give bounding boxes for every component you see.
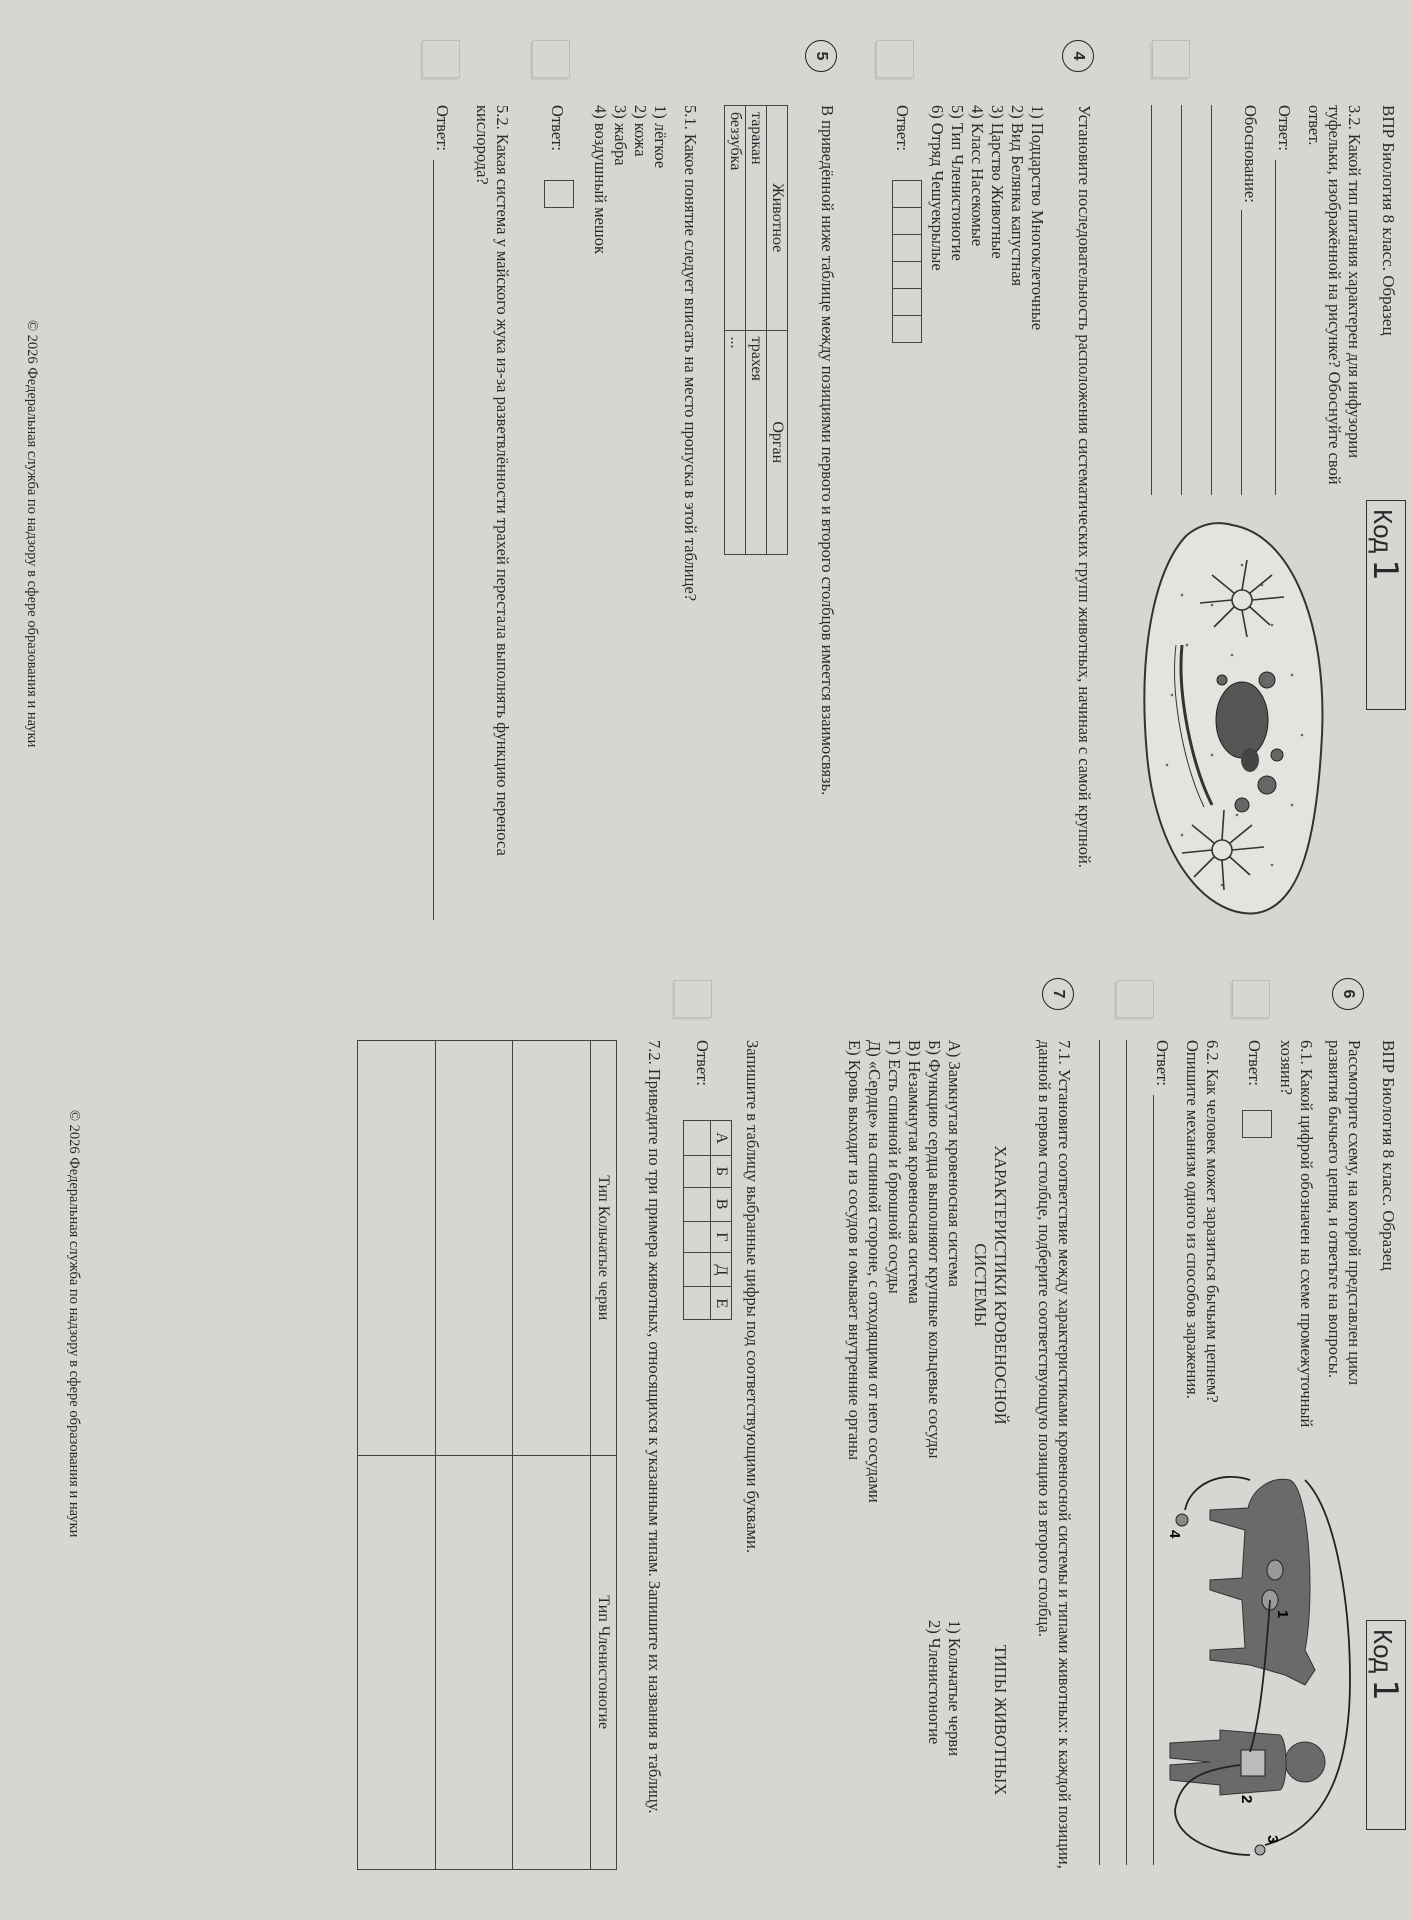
- answer-cell[interactable]: [684, 1253, 711, 1287]
- left-page-header: ВПР Биология 8 класс. Образец: [1379, 105, 1398, 336]
- list-item: 4) Класс Насекомые: [968, 105, 987, 247]
- list-item: А) Замкнутая кровеносная система: [945, 1040, 964, 1287]
- list-item: Г) Есть спинной и брюшной сосуды: [885, 1040, 904, 1294]
- answer-line[interactable]: [1241, 210, 1242, 495]
- answer-cell[interactable]: [684, 1287, 711, 1320]
- right-page: [0, 960, 1412, 1900]
- code-label: Код: [1368, 1629, 1398, 1674]
- task-5-2-answer-line[interactable]: [433, 160, 434, 920]
- diagram-label-3: 3: [1264, 1835, 1281, 1844]
- task-6-1-answer-label: Ответ:: [1245, 1040, 1264, 1086]
- list-item: 3) Царство Животные: [988, 105, 1007, 259]
- task-5-table: [724, 105, 788, 555]
- list-item: Д) «Сердце» на спинной стороне, с отходящими от него сосудами: [865, 1040, 884, 1503]
- letter-cell: В: [711, 1187, 732, 1221]
- answer-cell[interactable]: [358, 1455, 436, 1870]
- answer-line[interactable]: [1099, 1040, 1100, 1865]
- task-6-1-question: 6.1. Какой цифрой обозначен на схеме промежуточный хозяин?: [1277, 1040, 1316, 1428]
- table-row[interactable]: [435, 1041, 513, 1870]
- list-item: 4) воздушный мешок: [591, 105, 610, 254]
- answer-line[interactable]: [1126, 1040, 1127, 1865]
- score-box: [532, 40, 570, 78]
- task-7-1-question: 7.1. Установите соответствие между характеристиками кровеносной системы и типами животных: к каждой позиции, данной в первом столбце, подберите соответствующую позицию из второго столбца.: [1035, 1040, 1074, 1869]
- task-6-2-answer-label: Ответ:: [1153, 1040, 1172, 1086]
- table-header: Животное: [767, 106, 788, 331]
- task-7-types: [924, 1620, 964, 1860]
- score-box: [1116, 980, 1154, 1018]
- list-item: 2) кожа: [631, 105, 650, 157]
- task-3-2-answer-line[interactable]: [1275, 160, 1276, 495]
- right-footer: © 2026 Федеральная служба по надзору в сфере образования и науки: [66, 1110, 82, 1538]
- letter-cell: Е: [711, 1287, 732, 1320]
- task-5-1-options: [590, 105, 670, 254]
- right-page-header: ВПР Биология 8 класс. Образец: [1379, 1040, 1398, 1271]
- code-label: Код: [1368, 509, 1398, 554]
- answer-line[interactable]: [1181, 105, 1182, 495]
- task-4-number: 4: [1062, 40, 1094, 72]
- score-box: [876, 40, 914, 78]
- left-code-box[interactable]: [1366, 500, 1406, 710]
- letter-cell: А: [711, 1121, 732, 1156]
- list-item: Е) Кровь выходит из сосудов и омывает внутренние органы: [845, 1040, 864, 1461]
- list-item: 5) Тип Членистоногие: [948, 105, 967, 261]
- answer-cell[interactable]: [684, 1221, 711, 1253]
- table-cell: беззубка: [725, 106, 746, 331]
- task-3-2-question: 3.2. Какой тип питания характерен для инфузории туфельки, изображённой на рисунке? Обоснуйте свой ответ.: [1305, 105, 1364, 485]
- task-7-answer-table[interactable]: [683, 1120, 732, 1320]
- task-6-2-answer-line[interactable]: [1153, 1095, 1154, 1865]
- table-row[interactable]: [358, 1041, 436, 1870]
- code-handwritten: 1: [1365, 1679, 1405, 1701]
- diagram-label-1: 1: [1274, 1610, 1291, 1619]
- answer-cell[interactable]: [435, 1455, 513, 1870]
- letter-cell: Б: [711, 1156, 732, 1188]
- task-7-answer-label: Ответ:: [693, 1040, 712, 1086]
- task-3-2-answer-label: Ответ:: [1275, 105, 1294, 151]
- answer-cell[interactable]: [684, 1156, 711, 1188]
- table-cell: таракан: [746, 106, 767, 331]
- list-item: 6) Отряд Чешуекрылые: [928, 105, 947, 271]
- score-box: [1152, 40, 1190, 78]
- tapeworm-lifecycle-diagram: [1160, 1450, 1360, 1870]
- left-footer: © 2026 Федеральная служба по надзору в сфере образования и науки: [24, 320, 40, 748]
- task-5-2-question: 5.2. Какая система у майского жука из-за разветвлённости трахей перестала выполнять функцию переноса кислорода?: [473, 105, 512, 856]
- score-box: [1232, 980, 1270, 1018]
- task-7-instruction: Запишите в таблицу выбранные цифры под соответствующими буквами.: [743, 1040, 762, 1553]
- list-item: 1) Кольчатые черви: [945, 1620, 964, 1757]
- score-box: [422, 40, 460, 78]
- list-item: 2) Вид Белянка капустная: [1008, 105, 1027, 287]
- task-7-2-table[interactable]: [357, 1040, 617, 1870]
- list-item: В) Незамкнутая кровеносная система: [905, 1040, 924, 1304]
- table-header: Тип Кольчатые черви: [591, 1041, 617, 1456]
- answer-cell[interactable]: [684, 1121, 711, 1156]
- task-5-1-question: 5.1. Какое понятие следует вписать на место пропуска в этой таблице?: [681, 105, 700, 602]
- task-7-col1-title: ХАРАКТЕРИСТИКИ КРОВЕНОСНОЙ СИСТЕМЫ: [971, 1145, 1010, 1425]
- task-5-prompt: В приведённой ниже таблице между позициями первого и второго столбцов имеется взаимосвязь.: [818, 105, 837, 796]
- table-header: Тип Членистоногие: [591, 1455, 617, 1870]
- task-7-col2-title: ТИПЫ ЖИВОТНЫХ: [991, 1644, 1010, 1796]
- table-row: [746, 106, 767, 555]
- task-6-prompt: Рассмотрите схему, на которой представлен цикл развития бычьего цепня, и ответьте на вопросы.: [1325, 1040, 1364, 1386]
- table-header: Орган: [767, 330, 788, 555]
- task-7-number: 7: [1042, 978, 1074, 1010]
- list-item: 3) жабра: [611, 105, 630, 166]
- task-4-answer-label: Ответ:: [893, 105, 912, 151]
- table-cell: ...: [725, 330, 746, 555]
- task-4-prompt: Установите последовательность расположения систематических групп животных, начиная с самой крупной.: [1075, 105, 1094, 868]
- task-5-1-answer-cell[interactable]: [544, 180, 574, 207]
- task-5-1-answer-label: Ответ:: [548, 105, 567, 151]
- answer-line[interactable]: [1211, 105, 1212, 495]
- task-6-2-question: 6.2. Как человек может заразиться бычьим цепнем? Опишите механизм одного из способов заражения.: [1183, 1040, 1222, 1403]
- answer-line[interactable]: [1151, 105, 1152, 495]
- task-7-2-question: 7.2. Приведите по три примера животных, относящихся к указанным типам. Запишите их названия в таблицу.: [645, 1040, 664, 1814]
- task-6-1-answer-cell[interactable]: [1242, 1110, 1272, 1137]
- table-row: [725, 106, 746, 555]
- answer-cell[interactable]: [358, 1041, 436, 1456]
- list-item: 2) Членистоногие: [925, 1620, 944, 1745]
- list-item: 1) Подцарство Многоклеточные: [1028, 105, 1047, 331]
- diagram-label-2: 2: [1238, 1795, 1255, 1804]
- task-4-options: [927, 105, 1047, 330]
- table-cell: трахея: [746, 330, 767, 555]
- diagram-label-4: 4: [1166, 1530, 1183, 1539]
- answer-cell[interactable]: [513, 1455, 591, 1870]
- right-code-box[interactable]: [1366, 1620, 1406, 1830]
- left-page: [0, 0, 1412, 950]
- score-box: [674, 980, 712, 1018]
- list-item: Б) Функцию сердца выполняют крупные кольцевые сосуды: [925, 1040, 944, 1459]
- table-row[interactable]: [513, 1041, 591, 1870]
- answer-cell[interactable]: [684, 1187, 711, 1221]
- task-5-number: 5: [805, 40, 837, 72]
- task-7-characteristics: [844, 1040, 964, 1510]
- code-handwritten: 1: [1365, 559, 1405, 581]
- task-6-number: 6: [1332, 978, 1364, 1010]
- answer-cell[interactable]: [513, 1041, 591, 1456]
- task-5-2-answer-label: Ответ:: [433, 105, 452, 151]
- letter-cell: Д: [711, 1253, 732, 1287]
- paramecium-illustration: [1112, 505, 1362, 925]
- table-row[interactable]: [684, 1121, 711, 1320]
- list-item: 1) лёгкое: [651, 105, 670, 169]
- task-4-answer-cells[interactable]: [892, 180, 922, 342]
- answer-cell[interactable]: [435, 1041, 513, 1456]
- task-3-2-justification-label: Обоснование:: [1241, 105, 1260, 203]
- letter-cell: Г: [711, 1221, 732, 1253]
